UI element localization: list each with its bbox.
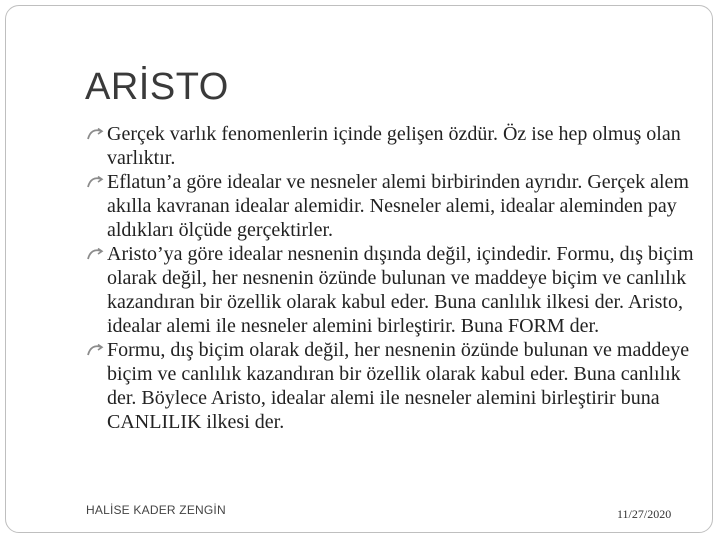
curved-arrow-bullet-icon [86,174,104,190]
bullet-text: Eflatun’a göre idealar ve nesneler alemi birbirinden ayrıdır. Gerçek alem akılla kavranan idealar alemidir. Nesneler alemi, idealar aleminden pay aldıkları ölçüde gerçektirler. [107,171,689,241]
bullet-item [86,242,696,338]
footer-author: HALİSE KADER ZENGİN [86,503,226,517]
bullet-item [86,122,696,170]
bullet-list [86,122,696,434]
curved-arrow-bullet-icon [86,342,104,358]
curved-arrow-bullet-icon [86,246,104,262]
bullet-text: Gerçek varlık fenomenlerin içinde gelişen özdür. Öz ise hep olmuş olan varlıktır. [107,123,681,169]
bullet-item [86,170,696,242]
curved-arrow-bullet-icon [86,126,104,142]
bullet-text: Formu, dış biçim olarak değil, her nesnenin özünde bulunan ve maddeye biçim ve canlılık kazandıran bir özellik olarak kabul eder. Buna canlılık der. Böylece Aristo, idealar alemi ile nesneler alemini birleştirir buna CANLILIK ilkesi der. [107,339,690,433]
slide-frame [5,5,713,533]
bullet-item [86,338,696,434]
slide-title: ARİSTO [85,66,229,108]
footer-date: 11/27/2020 [617,507,672,521]
bullet-text: Aristo’ya göre idealar nesnenin dışında değil, içindedir. Formu, dış biçim olarak değil, her nesnenin özünde bulunan ve maddeye biçim ve canlılık kazandıran bir özellik olarak kabul eder. Buna canlılık ilkesi der. Aristo, idealar alemi ile nesneler alemini birleştirir. Buna FORM der. [107,243,694,337]
